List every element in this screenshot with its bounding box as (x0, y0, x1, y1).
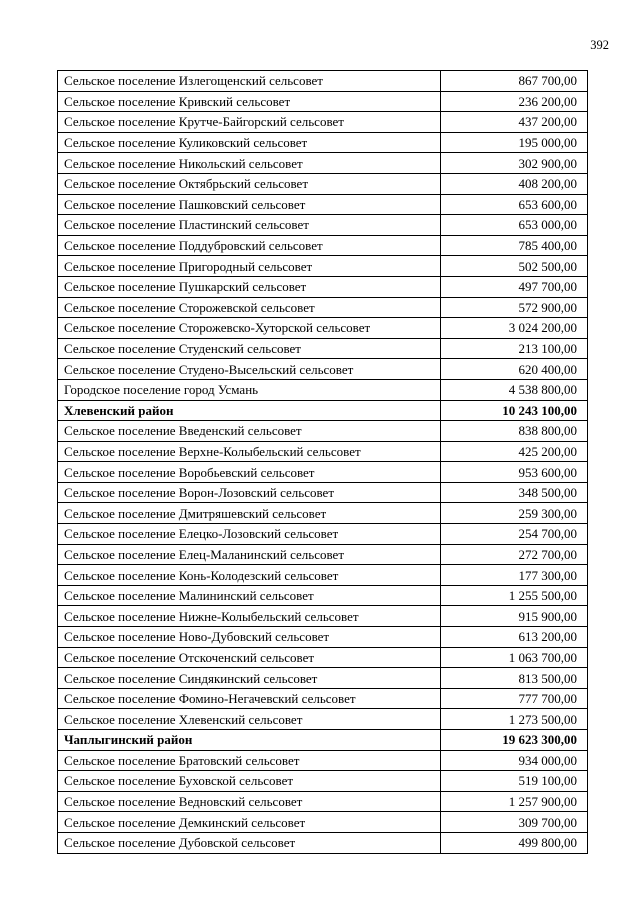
settlement-name-cell: Сельское поселение Студено-Высельский сельсовет (58, 359, 441, 380)
settlement-name-cell: Сельское поселение Малининский сельсовет (58, 585, 441, 606)
amount-cell: 254 700,00 (441, 524, 588, 545)
table-row (58, 421, 588, 442)
settlement-name-cell: Сельское поселение Елец-Маланинский сельсовет (58, 544, 441, 565)
amount-cell: 785 400,00 (441, 235, 588, 256)
settlement-name-cell: Сельское поселение Сторожевско-Хуторской сельсовет (58, 318, 441, 339)
table-row (58, 771, 588, 792)
amount-cell: 813 500,00 (441, 668, 588, 689)
table-row (58, 71, 588, 92)
settlement-name-cell: Сельское поселение Пластинский сельсовет (58, 215, 441, 236)
amount-cell: 1 255 500,00 (441, 585, 588, 606)
amount-cell: 519 100,00 (441, 771, 588, 792)
table-body (58, 71, 588, 854)
settlement-name-cell: Сельское поселение Излегощенский сельсовет (58, 71, 441, 92)
settlement-name-cell: Городское поселение город Усмань (58, 379, 441, 400)
settlement-name-cell: Сельское поселение Ведновский сельсовет (58, 791, 441, 812)
table-row (58, 668, 588, 689)
settlement-name-cell: Сельское поселение Поддубровский сельсовет (58, 235, 441, 256)
settlement-name-cell: Сельское поселение Демкинский сельсовет (58, 812, 441, 833)
settlement-name-cell: Сельское поселение Октябрьский сельсовет (58, 173, 441, 194)
settlement-name-cell: Сельское поселение Буховской сельсовет (58, 771, 441, 792)
amount-cell: 934 000,00 (441, 750, 588, 771)
amount-cell: 309 700,00 (441, 812, 588, 833)
table-row (58, 235, 588, 256)
settlement-name-cell: Сельское поселение Ворон-Лозовский сельсовет (58, 482, 441, 503)
table-row (58, 318, 588, 339)
amount-cell: 777 700,00 (441, 688, 588, 709)
settlement-name-cell: Сельское поселение Сторожевской сельсовет (58, 297, 441, 318)
district-name-cell: Хлевенский район (58, 400, 441, 421)
amount-cell: 259 300,00 (441, 503, 588, 524)
amount-cell: 1 063 700,00 (441, 647, 588, 668)
table-row (58, 194, 588, 215)
table-row (58, 627, 588, 648)
settlement-name-cell: Сельское поселение Дмитряшевский сельсовет (58, 503, 441, 524)
amount-cell: 4 538 800,00 (441, 379, 588, 400)
settlement-name-cell: Сельское поселение Никольский сельсовет (58, 153, 441, 174)
district-amount-cell: 19 623 300,00 (441, 730, 588, 751)
settlement-name-cell: Сельское поселение Дубовской сельсовет (58, 832, 441, 853)
amount-cell: 867 700,00 (441, 71, 588, 92)
table-row (58, 524, 588, 545)
amount-cell: 236 200,00 (441, 91, 588, 112)
table-row (58, 379, 588, 400)
table-row (58, 565, 588, 586)
table-row (58, 750, 588, 771)
table-row (58, 297, 588, 318)
table-row (58, 215, 588, 236)
district-total-row (58, 400, 588, 421)
table-row (58, 503, 588, 524)
amount-cell: 302 900,00 (441, 153, 588, 174)
settlement-name-cell: Сельское поселение Крутче-Байгорский сельсовет (58, 112, 441, 133)
amount-cell: 3 024 200,00 (441, 318, 588, 339)
amount-cell: 499 800,00 (441, 832, 588, 853)
table-row (58, 91, 588, 112)
table-row (58, 832, 588, 853)
table-row (58, 462, 588, 483)
amount-cell: 213 100,00 (441, 338, 588, 359)
table-row (58, 482, 588, 503)
amount-cell: 177 300,00 (441, 565, 588, 586)
amount-cell: 620 400,00 (441, 359, 588, 380)
table-row (58, 441, 588, 462)
page-number: 392 (590, 38, 609, 52)
settlement-name-cell: Сельское поселение Синдякинский сельсовет (58, 668, 441, 689)
amount-cell: 915 900,00 (441, 606, 588, 627)
table-row (58, 359, 588, 380)
settlement-name-cell: Сельское поселение Введенский сельсовет (58, 421, 441, 442)
settlement-name-cell: Сельское поселение Пушкарский сельсовет (58, 276, 441, 297)
settlement-name-cell: Сельское поселение Кривский сельсовет (58, 91, 441, 112)
amount-cell: 1 257 900,00 (441, 791, 588, 812)
district-total-row (58, 730, 588, 751)
settlement-name-cell: Сельское поселение Конь-Колодезский сельсовет (58, 565, 441, 586)
table-row (58, 647, 588, 668)
table-row (58, 544, 588, 565)
amount-cell: 838 800,00 (441, 421, 588, 442)
table-row (58, 812, 588, 833)
district-amount-cell: 10 243 100,00 (441, 400, 588, 421)
amount-cell: 653 000,00 (441, 215, 588, 236)
amount-cell: 653 600,00 (441, 194, 588, 215)
table-row (58, 132, 588, 153)
settlement-name-cell: Сельское поселение Нижне-Колыбельский сельсовет (58, 606, 441, 627)
table-row (58, 256, 588, 277)
budget-allocation-table (57, 70, 588, 854)
amount-cell: 408 200,00 (441, 173, 588, 194)
amount-cell: 348 500,00 (441, 482, 588, 503)
amount-cell: 437 200,00 (441, 112, 588, 133)
amount-cell: 497 700,00 (441, 276, 588, 297)
amount-cell: 502 500,00 (441, 256, 588, 277)
settlement-name-cell: Сельское поселение Елецко-Лозовский сельсовет (58, 524, 441, 545)
settlement-name-cell: Сельское поселение Студенский сельсовет (58, 338, 441, 359)
table-row (58, 791, 588, 812)
table-row (58, 606, 588, 627)
table-row (58, 338, 588, 359)
settlement-name-cell: Сельское поселение Верхне-Колыбельский сельсовет (58, 441, 441, 462)
settlement-name-cell: Сельское поселение Пашковский сельсовет (58, 194, 441, 215)
amount-cell: 272 700,00 (441, 544, 588, 565)
amount-cell: 953 600,00 (441, 462, 588, 483)
settlement-name-cell: Сельское поселение Ново-Дубовский сельсовет (58, 627, 441, 648)
settlement-name-cell: Сельское поселение Куликовский сельсовет (58, 132, 441, 153)
table-row (58, 276, 588, 297)
table-row (58, 709, 588, 730)
settlement-name-cell: Сельское поселение Хлевенский сельсовет (58, 709, 441, 730)
amount-cell: 572 900,00 (441, 297, 588, 318)
settlement-name-cell: Сельское поселение Фомино-Негачевский сельсовет (58, 688, 441, 709)
settlement-name-cell: Сельское поселение Пригородный сельсовет (58, 256, 441, 277)
settlement-name-cell: Сельское поселение Братовский сельсовет (58, 750, 441, 771)
settlement-name-cell: Сельское поселение Отскоченский сельсовет (58, 647, 441, 668)
table-row (58, 585, 588, 606)
table-row (58, 173, 588, 194)
amount-cell: 1 273 500,00 (441, 709, 588, 730)
amount-cell: 613 200,00 (441, 627, 588, 648)
table-row (58, 112, 588, 133)
amount-cell: 425 200,00 (441, 441, 588, 462)
table-row (58, 688, 588, 709)
district-name-cell: Чаплыгинский район (58, 730, 441, 751)
amount-cell: 195 000,00 (441, 132, 588, 153)
settlement-name-cell: Сельское поселение Воробьевский сельсовет (58, 462, 441, 483)
table-row (58, 153, 588, 174)
